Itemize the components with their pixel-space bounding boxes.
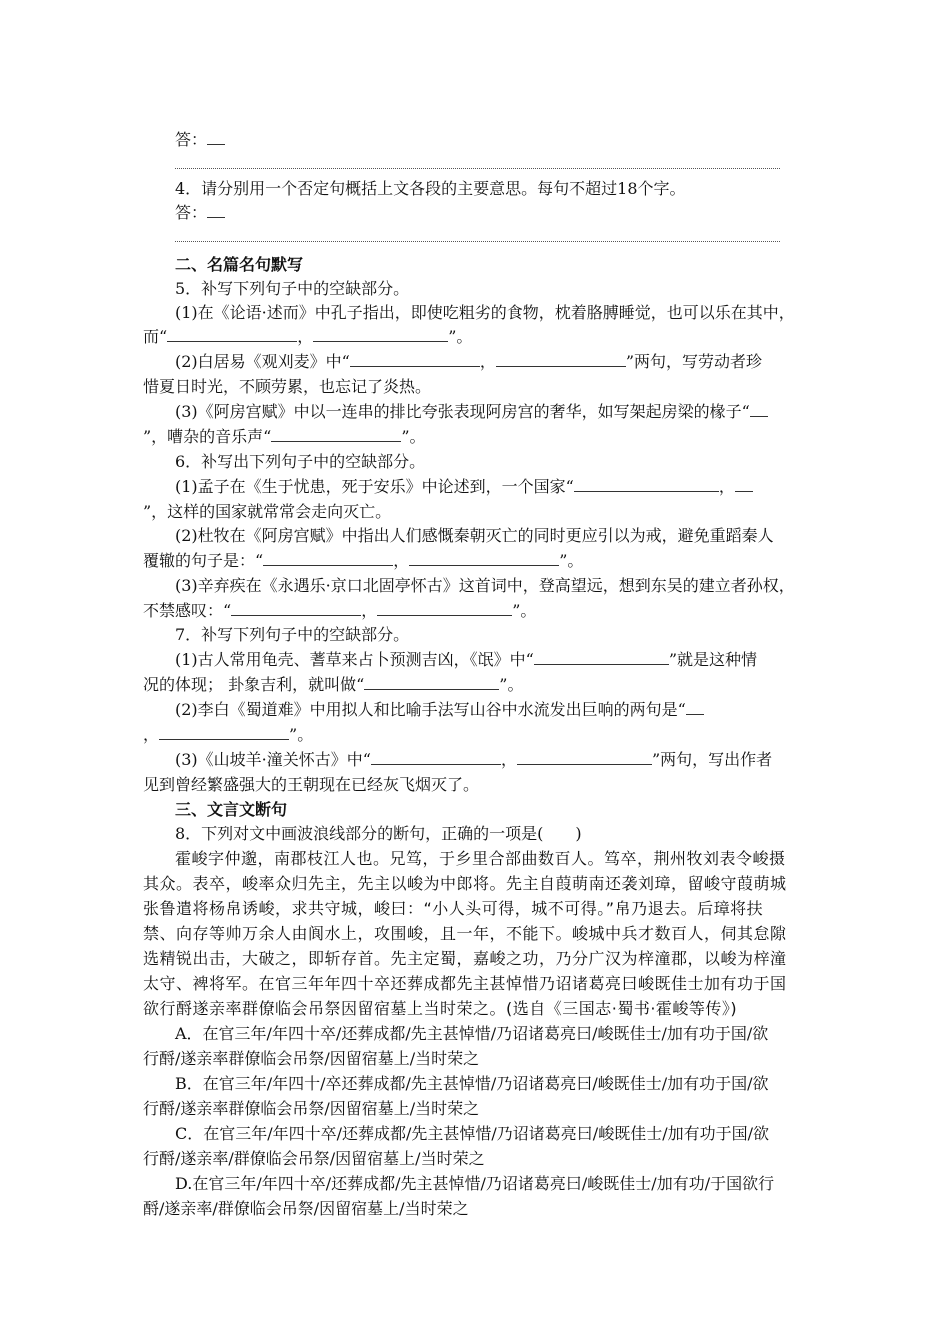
- question-8: 8．下列对文中画波浪线部分的断句，正确的一项是( ): [175, 824, 582, 843]
- q5-1-line-b: 而“ ， ”。: [143, 327, 473, 346]
- q7-1-line-a: (1)古人常用龟壳、蓍草来占卜预测吉凶，《氓》中“ ”就是这种情: [175, 650, 758, 669]
- q6-3-line-a: (3)辛弃疾在《永遇乐·京口北固亭怀古》这首词中，登高望远，想到东吴的建立者孙权，: [175, 576, 795, 595]
- option-b-line-2[interactable]: 行酹/遂亲率群僚临会吊祭/因留宿墓上/当时荣之: [143, 1099, 480, 1118]
- q7-3-line-b: 见到曾经繁盛强大的王朝现在已经灰飞烟灭了。: [143, 775, 480, 794]
- answer-label: 答：: [175, 130, 208, 149]
- option-d-line-2[interactable]: 酹/遂亲率/群僚临会吊祭/因留宿墓上/当时荣之: [143, 1199, 469, 1218]
- section-3-heading: 三、文言文断句: [175, 800, 288, 819]
- option-a-line-2[interactable]: 行酹/遂亲率群僚临会吊祭/因留宿墓上/当时荣之: [143, 1049, 480, 1068]
- q5-3-line-a: (3)《阿房宫赋》中以一连串的排比夸张表现阿房宫的奢华，如写架起房梁的椽子“: [175, 399, 808, 425]
- option-c-line-1[interactable]: C．在官三年/年四十卒/还葬成都/先主甚悼惜/乃诏诸葛亮曰/峻既佳士/加有功于国/欲: [175, 1124, 769, 1143]
- answer-rule: [175, 241, 780, 242]
- fill-blank[interactable]: [377, 599, 512, 616]
- passage-line-wavy: 欲行酹遂亲率群僚临会吊祭因留宿墓上当时荣之。(选自《三国志·蜀书·霍峻等传》): [143, 999, 738, 1018]
- q7-1-line-b: 况的体现； 卦象吉利，就叫做“ ”。: [143, 675, 524, 694]
- q6-1-line-b: ”，这样的国家就常常会走向灭亡。: [143, 502, 392, 521]
- passage-line-wavy: 太守、裨将军。在官三年年四十卒还葬成都先主甚悼惜乃诏诸葛亮曰峻既佳士加有功于国: [143, 974, 787, 993]
- q5-2-line-a: (2)白居易《观刈麦》中“ ， ”两句，写劳动者珍: [175, 352, 763, 371]
- question-7: 7．补写下列句子中的空缺部分。: [175, 625, 410, 644]
- fill-blank[interactable]: [534, 648, 669, 665]
- fill-blank[interactable]: [686, 698, 704, 715]
- fill-blank[interactable]: [364, 673, 499, 690]
- fill-blank[interactable]: [231, 599, 361, 616]
- fill-blank[interactable]: [409, 549, 559, 566]
- passage-line: 其众。表卒，峻率众归先主，先主以峻为中郎将。先主自葭萌南还袭刘璋，留峻守葭萌城: [143, 874, 787, 893]
- q6-2-line-b: 覆辙的句子是：“ ， ”。: [143, 551, 584, 570]
- q5-3-line-b: ”，嘈杂的音乐声“ ”。: [143, 427, 426, 446]
- answer-rule: [175, 168, 780, 169]
- question-6: 6．补写出下列句子中的空缺部分。: [175, 452, 426, 471]
- answer-blank[interactable]: [207, 128, 225, 145]
- passage-line: 选精锐出击，大破之，即斩存首。先主定蜀，嘉峻之功，乃分广汉为梓潼郡，以峻为梓潼: [143, 949, 787, 968]
- q7-2-line-b: ， ”。: [143, 725, 314, 744]
- fill-blank[interactable]: [271, 425, 401, 442]
- q6-1-line-a: (1)孟子在《生于忧患，死于安乐》中论述到，一个国家“ ，: [175, 474, 808, 500]
- fill-blank[interactable]: [159, 723, 289, 740]
- q7-3-line-a: (3)《山坡羊·潼关怀古》中“ ， ”两句，写出作者: [175, 750, 773, 769]
- q5-2-line-b: 惜夏日时光，不顾劳累，也忘记了炎热。: [143, 377, 432, 396]
- fill-blank[interactable]: [496, 350, 626, 367]
- q6-2-line-a: (2)杜牧在《阿房宫赋》中指出人们感慨秦朝灭亡的同时更应引以为戒，避免重蹈秦人: [175, 526, 774, 545]
- question-4: 4．请分别用一个否定句概括上文各段的主要意思。每句不超过18个字。: [175, 179, 686, 198]
- fill-blank[interactable]: [263, 549, 393, 566]
- question-5: 5．补写下列句子中的空缺部分。: [175, 279, 410, 298]
- fill-blank[interactable]: [371, 748, 501, 765]
- answer-line-3: [175, 127, 808, 153]
- answer-label: 答：: [175, 203, 208, 222]
- fill-blank[interactable]: [313, 325, 448, 342]
- fill-blank[interactable]: [735, 475, 753, 492]
- fill-blank[interactable]: [574, 475, 719, 492]
- answer-blank[interactable]: [207, 201, 225, 218]
- answer-line-4: [175, 200, 808, 226]
- option-c-line-2[interactable]: 行酹/遂亲率/群僚临会吊祭/因留宿墓上/当时荣之: [143, 1149, 485, 1168]
- section-2-heading: 二、名篇名句默写: [175, 255, 304, 274]
- fill-blank[interactable]: [517, 748, 652, 765]
- passage-line: 禁、向存等帅万余人由阆水上，攻围峻，且一年，不能下。峻城中兵才数百人，伺其怠隙: [143, 924, 787, 943]
- passage-line: 张鲁遣将杨帛诱峻，求共守城，峻曰：“小人头可得，城不可得。”帛乃退去。后璋将扶: [143, 899, 764, 918]
- q7-2-line-a: (2)李白《蜀道难》中用拟人和比喻手法写山谷中水流发出巨响的两句是“: [175, 697, 808, 723]
- passage-line: 霍峻字仲邈，南郡枝江人也。兄笃，于乡里合部曲数百人。笃卒，荆州牧刘表令峻摄: [175, 849, 786, 868]
- option-d-line-1[interactable]: D.在官三年/年四十卒/还葬成都/先主甚悼惜/乃诏诸葛亮曰/峻既佳士/加有功/于国欲行: [175, 1174, 775, 1193]
- fill-blank[interactable]: [350, 350, 480, 367]
- option-b-line-1[interactable]: B．在官三年/年四十/卒还葬成都/先主甚悼惜/乃诏诸葛亮曰/峻既佳士/加有功于国/欲: [175, 1074, 769, 1093]
- option-a-line-1[interactable]: A．在官三年/年四十卒/还葬成都/先主甚悼惜/乃诏诸葛亮曰/峻既佳士/加有功于国/欲: [175, 1024, 769, 1043]
- q5-1-line-a: (1)在《论语·述而》中孔子指出，即使吃粗劣的食物，枕着胳膊睡觉，也可以乐在其中，: [175, 303, 795, 322]
- fill-blank[interactable]: [750, 400, 768, 417]
- fill-blank[interactable]: [167, 325, 297, 342]
- q6-3-line-b: 不禁感叹：“ ， ”。: [143, 601, 537, 620]
